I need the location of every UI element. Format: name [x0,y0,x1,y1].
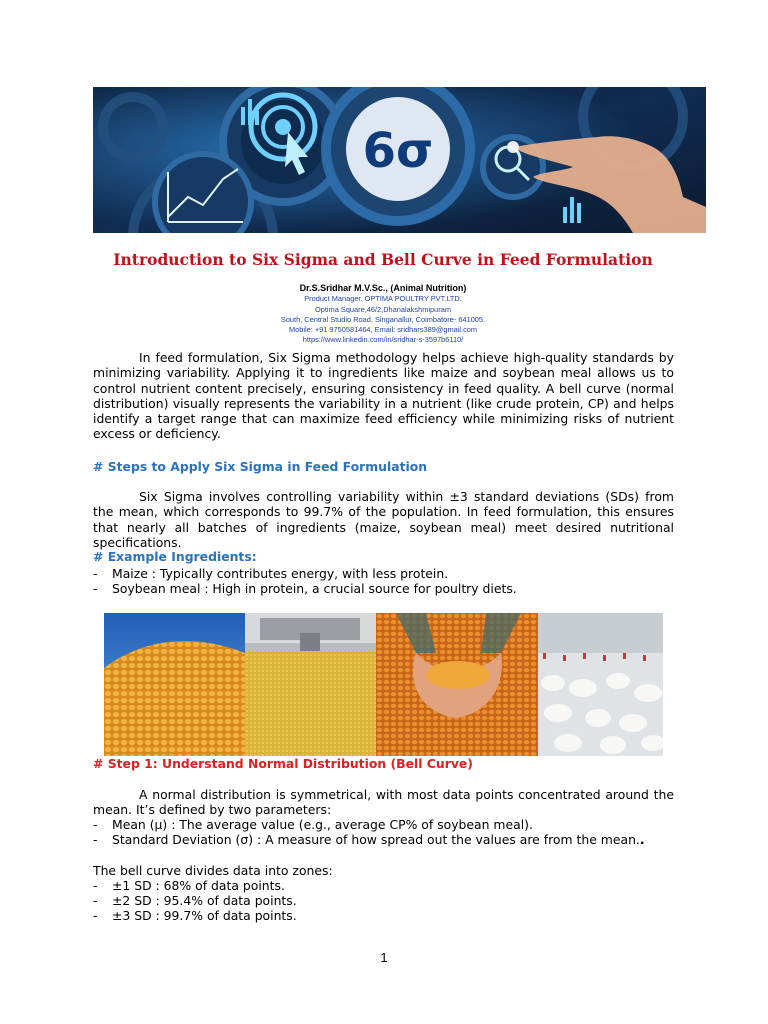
step1-paragraph: A normal distribution is symmetrical, with most data points concentrated around the mean. It’s defined by two parameters: [93,787,674,818]
author-name: Dr.S.Sridhar M.V.Sc., (Animal Nutrition) [299,283,467,293]
corn-pile-photo [104,613,245,756]
example-ingredients-heading: # Example Ingredients: [93,549,257,564]
zone-1sd: ±1 SD : 68% of data points. [112,878,285,893]
hands-holding-corn-photo [376,613,538,756]
bullet-dash: - [93,566,98,581]
bullet-dash: - [93,908,98,923]
ingredient-maize: Maize : Typically contributes energy, with less protein. [112,566,449,581]
bullet-dash: - [93,581,98,596]
document-title: Introduction to Six Sigma and Bell Curve in Feed Formulation [113,250,653,269]
parameter-mean: Mean (μ) : The average value (e.g., average CP% of soybean meal). [112,817,533,832]
ingredient-photo-strip [104,613,663,756]
sigma-symbol: 6σ [362,123,434,179]
zone-item [93,908,674,923]
poultry-house-photo [538,613,663,756]
bullet-dash: - [93,832,98,847]
bullet-dash: - [93,893,98,908]
bold-period: . [639,832,645,847]
six-sigma-banner-image [93,87,706,233]
bullet-dash: - [93,817,98,832]
author-block [93,283,673,346]
parameter-item [93,817,674,832]
author-address-line-1: Optima Square,46/2,Dhanalakshmipuram [315,304,451,314]
zone-item [93,878,674,893]
author-address-line-2: South, Central Studio Road, Singanallur, Coimbatore- 641005. [280,314,486,324]
page-number: 1 [380,950,388,965]
author-position: Product Manager, OPTIMA POULTRY PVT.LTD. [304,294,462,304]
parameter-std-dev: Standard Deviation (σ) : A measure of how spread out the values are from the mean. [112,832,640,847]
ingredient-soybean-meal: Soybean meal : High in protein, a crucial source for poultry diets. [112,581,517,596]
six-sigma-gear-icon [326,87,470,221]
zones-intro: The bell curve divides data into zones: [93,863,333,878]
line-chart-icon [155,154,251,233]
zone-3sd: ±3 SD : 99.7% of data points. [112,908,297,923]
author-contact: Mobile: +91 9750581464, Email: sridhars389@gmail.com [288,325,478,335]
author-linkedin-link[interactable]: https://www.linkedin.com/in/sridhar-s-3597b6110/ [302,335,464,345]
soybean-meal-conveyor-photo [245,613,376,756]
zone-2sd: ±2 SD : 95.4% of data points. [112,893,297,908]
steps-heading: # Steps to Apply Six Sigma in Feed Formulation [93,459,428,474]
steps-paragraph: Six Sigma involves controlling variability within ±3 standard deviations (SDs) from the mean, which corresponds to 99.7% of the population. In feed formulation, this ensures that nearly all batches of ingredients (maize, soybean meal) meet desired nutritional specifications. [93,489,674,550]
parameter-item [93,832,674,847]
bullet-dash: - [93,878,98,893]
ingredient-item [93,566,674,581]
ingredient-item [93,581,674,596]
zone-item [93,893,674,908]
step1-heading: # Step 1: Understand Normal Distribution (Bell Curve) [93,756,473,771]
intro-paragraph: In feed formulation, Six Sigma methodology helps achieve high-quality standards by minimizing variability. Applying it to ingredients like maize and soybean meal allows us to control nutrient content precisely, ensuring consistency in feed quality. A bell curve (normal distribution) visually represents the variability in a nutrient (like crude protein, CP) and helps identify a target range that can maximize feed efficiency while minimizing risks of nutrient excess or deficiency. [93,350,674,442]
